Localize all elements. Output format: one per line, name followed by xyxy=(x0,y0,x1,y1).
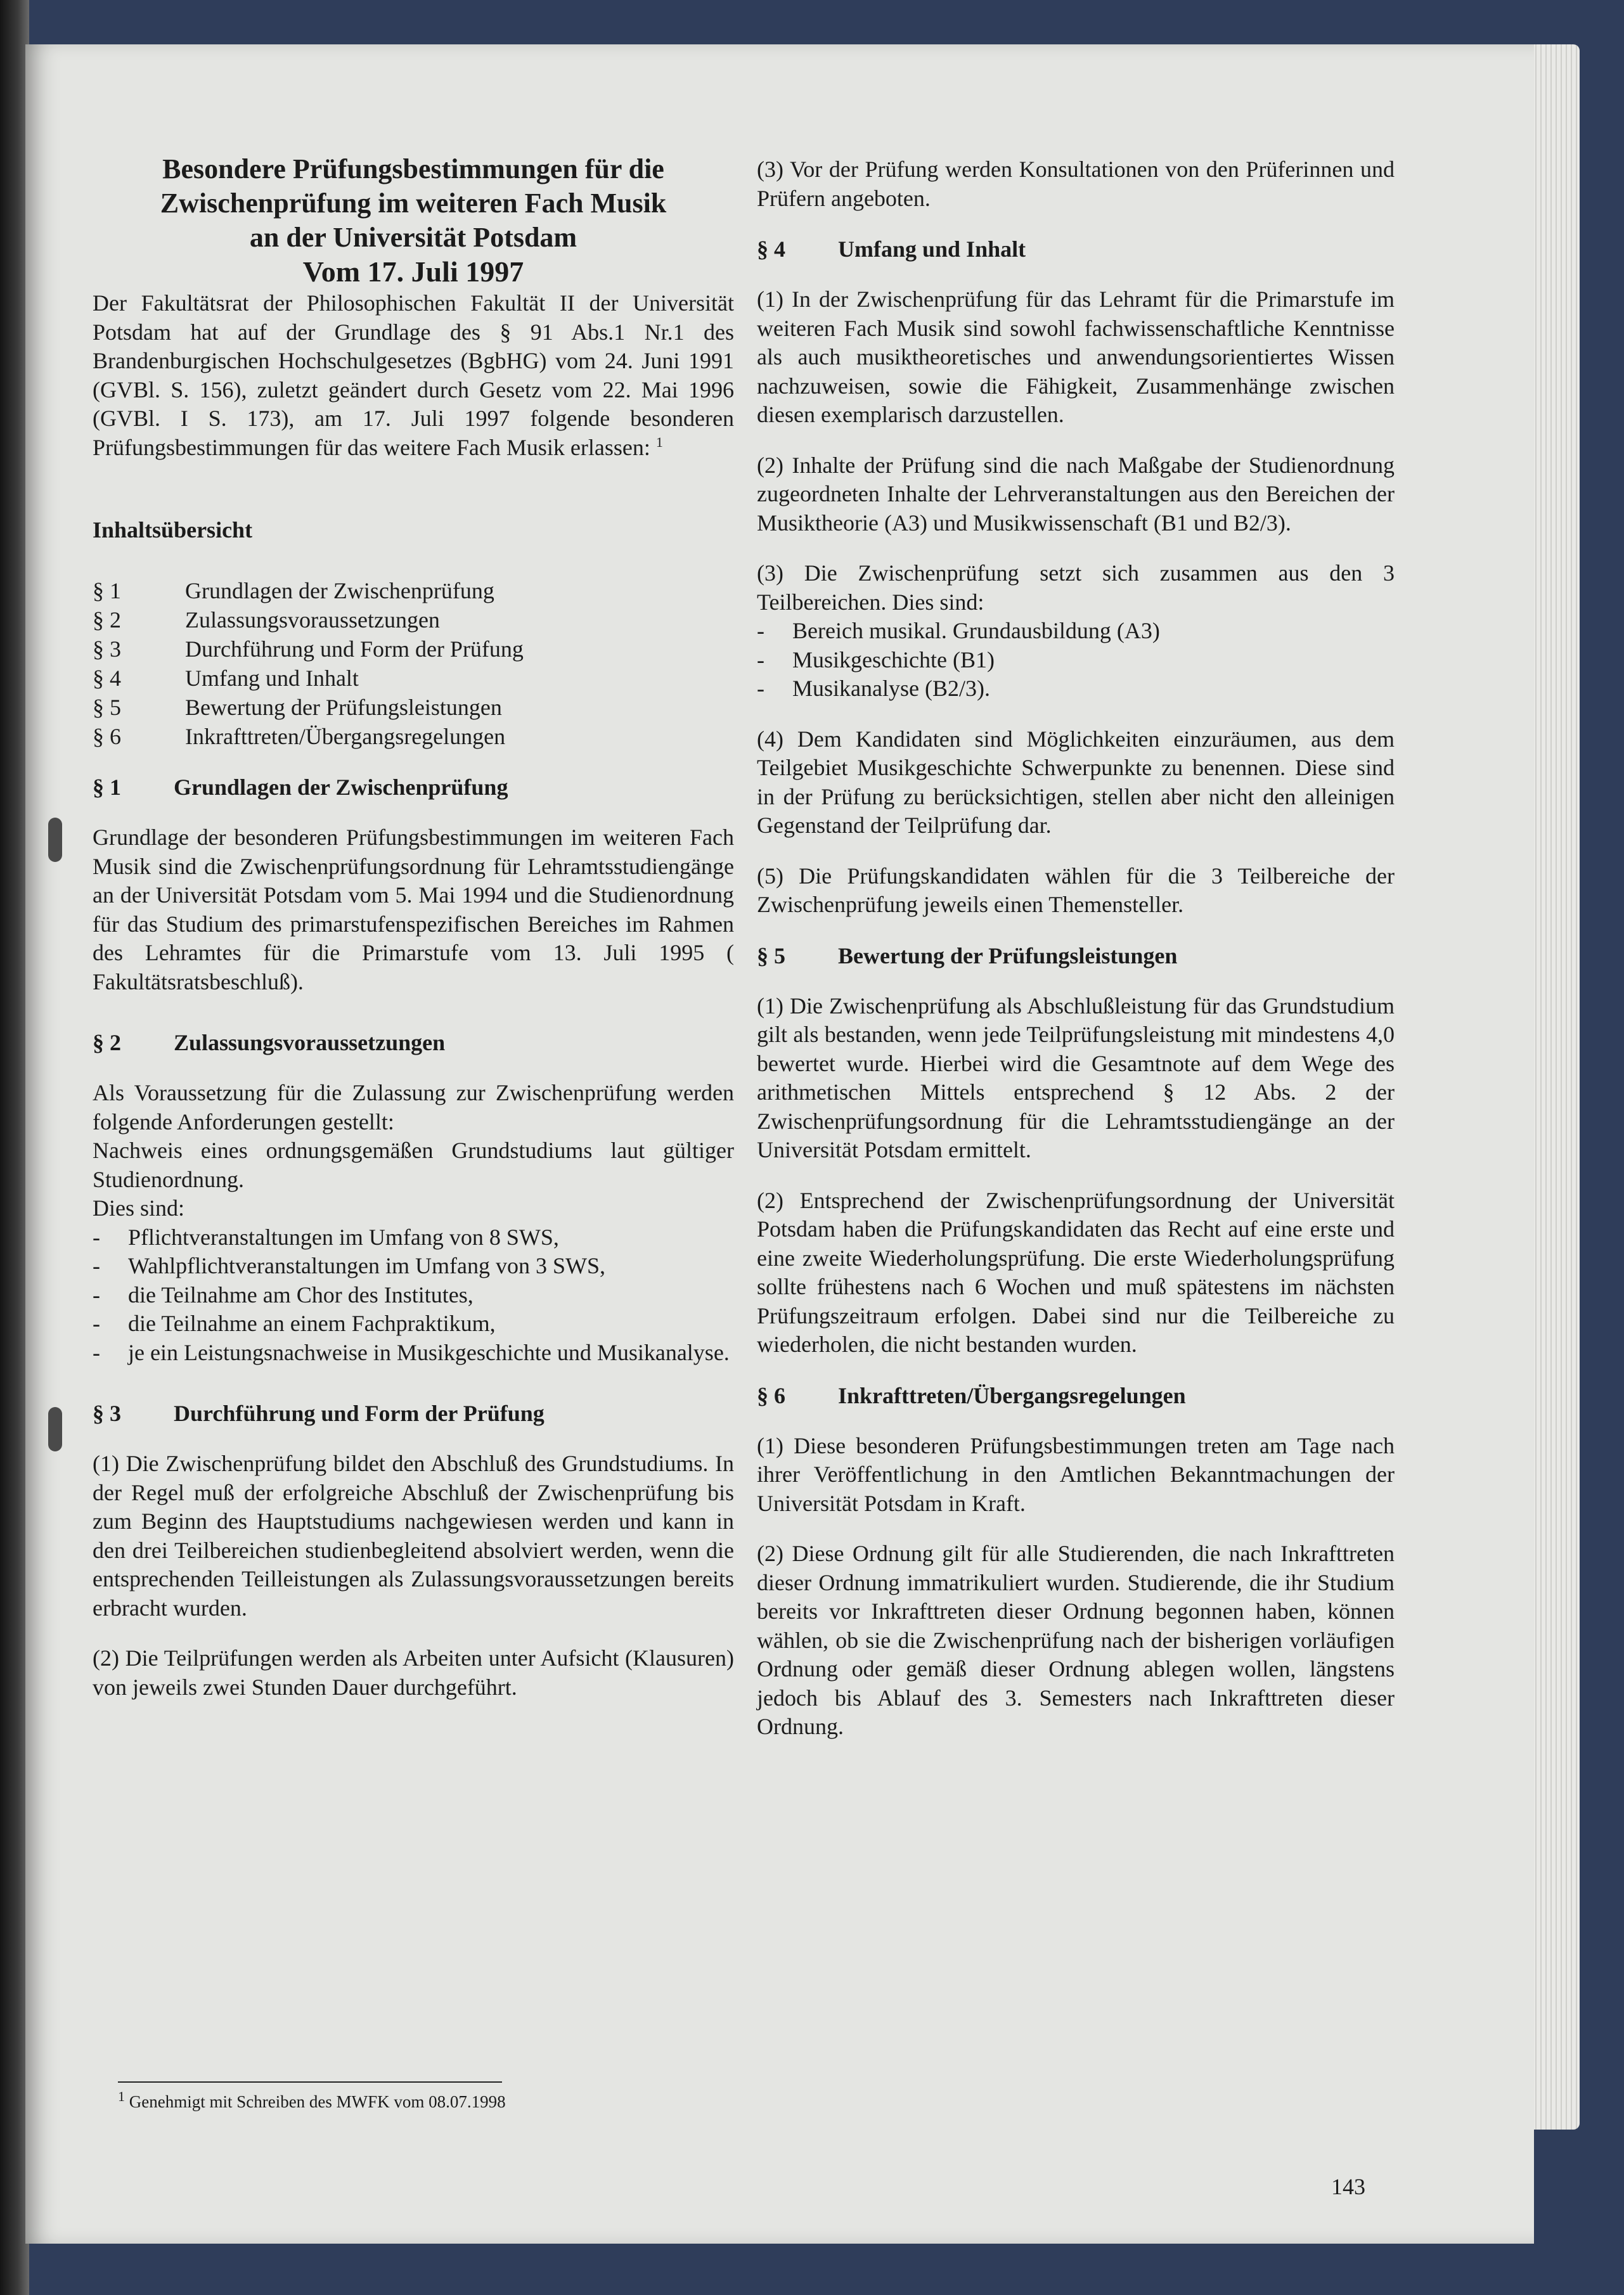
section-6-paragraph-1: (1) Diese besonderen Prüfungsbestimmungen treten am Tage nach ihrer Veröffentlichung in den Amtlichen Bekanntmachungen der Universität Potsdam in Kraft. xyxy=(757,1432,1395,1516)
intro-paragraph: Der Fakultätsrat der Philosophischen Fakultät II der Universität Potsdam hat auf der Grundlage des § 91 Abs.1 Nr.1 des Brandenburgischen Hochschulgesetzes (BgbHG) vom 24. Juni 1991 (GVBl. S. 156), zuletzt geändert durch Gesetz vom 22. Mai 1996 (GVBl. I S. 173), am 17. Juli 1997 folgende besonderen Prüfungsbestimmungen für das weitere Fach Musik erlassen: $^1$ xyxy=(93,290,734,460)
footnote-reference: 1 xyxy=(655,434,663,450)
list-item: - Musikanalyse (B2/3). xyxy=(757,676,990,701)
section-5-paragraph-2: (2) Entsprechend der Zwischenprüfungsordnung der Universität Potsdam haben die Prüfungskandidaten das Recht auf eine erste und eine zweite Wiederholungsprüfung. Die erste Wiederholungsprüfung sollte frühestens nach 6 Wochen und muß spätestens im nächsten Prüfungszeitraum erfolgen. Dabei sind nur die Teilbereiche zu wiederholen, die nicht bestanden wurden. xyxy=(757,1187,1395,1357)
section-heading-2: § 2 Zulassungsvoraussetzungen xyxy=(93,1030,446,1055)
footnote-mark: 1 xyxy=(118,2088,125,2104)
section-5-paragraph-1: (1) Die Zwischenprüfung als Abschlußleistung für das Grundstudium gilt als bestanden, wenn jede Teilprüfungsleistung mit mindestens 4,0 bewertet wurde. Hierbei wird die Gesamtnote auf dem Wege des arithmetischen Mittels entsprechend § 12 Abs. 2 der Zwischenprüfungsordnung für die Lehramtsstudiengänge an der Universität Potsdam ermittelt. xyxy=(757,993,1395,1162)
section-3-paragraph-2: (2) Die Teilprüfungen werden als Arbeiten unter Aufsicht (Klausuren) von jeweils zwei Stunden Dauer durchgeführt. xyxy=(93,1645,734,1700)
requirements-list xyxy=(93,1223,734,1368)
section-2-text-2: Nachweis eines ordnungsgemäßen Grundstudiums laut gültiger Studienordnung. xyxy=(93,1138,734,1192)
list-item: - die Teilnahme an einem Fachpraktikum, xyxy=(93,1311,496,1336)
section-4-paragraph-2: (2) Inhalte der Prüfung sind die nach Maßgabe der Studienordnung zugeordneten Inhalte der Lehrveranstaltungen aus den Bereichen der Musiktheorie (A3) und Musikwissenschaft (B1 und B2/3). xyxy=(757,452,1395,536)
right-column xyxy=(757,155,1395,1742)
list-item: - Bereich musikal. Grundausbildung (A3) xyxy=(757,618,1160,643)
section-1-text: Grundlage der besonderen Prüfungsbestimmungen im weiteren Fach Musik sind die Zwischenprüfungsordnung für Lehramtsstudiengänge an der Universität Potsdam vom 5. Mai 1994 und die Studienordnung für das Studium des primarstufenspezifischen Bereiches im Rahmen des Lehramtes für die Primarstufe vom 13. Juli 1995 ( Fakultätsratsbeschluß). xyxy=(93,825,734,994)
list-item: - die Teilnahme am Chor des Institutes, xyxy=(93,1282,474,1308)
section-4-paragraph-1: (1) In der Zwischenprüfung für das Lehramt für die Primarstufe im weiteren Fach Musik sind sowohl fachwissenschaftliche Kenntnisse als auch musiktheoretisches und anwendungsorientiertes Wissen nachzuweisen, sowie die Fähigkeit, Zusammenhänge zwischen diesen exemplarisch darzustellen. xyxy=(757,286,1395,427)
toc-heading: Inhaltsübersicht xyxy=(93,517,253,543)
section-heading-1: § 1 Grundlagen der Zwischenprüfung xyxy=(93,775,508,800)
section-3-paragraph-1: (1) Die Zwischenprüfung bildet den Abschluß des Grundstudiums. In der Regel muß der erfolgreiche Abschluß der Zwischenprüfung bis zum Beginn des Hauptstudiums nachgewiesen werden und kann in den drei Teilbereichen studienbegleitend absolviert werden, wenn die entsprechenden Teilleistungen als Zulassungsvoraussetzungen bereits erbracht wurden. xyxy=(93,1451,734,1621)
exam-parts-list xyxy=(757,617,1395,704)
section-4-paragraph-4: (4) Dem Kandidaten sind Möglichkeiten einzuräumen, aus dem Teilgebiet Musikgeschichte Schwerpunkte zu benennen. Diese sind in der Prüfung zu berücksichtigen, stellen aber nicht den alleinigen Gegenstand der Teilprüfung dar. xyxy=(757,726,1395,838)
section-heading-4: § 4 Umfang und Inhalt xyxy=(757,236,1026,262)
document-page xyxy=(25,44,1534,2244)
binding-hole xyxy=(48,818,62,862)
left-column xyxy=(93,152,734,1702)
list-item: - Musikgeschichte (B1) xyxy=(757,646,995,672)
list-item: - Wahlpflichtveranstaltungen im Umfang von 3 SWS, xyxy=(93,1253,605,1278)
footnote-rule xyxy=(118,2081,502,2083)
toc-item: § 4 Umfang und Inhalt xyxy=(93,665,359,691)
table-of-contents xyxy=(93,576,734,751)
document-date: Vom 17. Juli 1997 xyxy=(302,255,524,288)
toc-item: § 2 Zulassungsvoraussetzungen xyxy=(93,607,440,633)
toc-item: § 5 Bewertung der Prüfungsleistungen xyxy=(93,695,502,720)
document-title: Besondere Prüfungsbestimmungen für die Zwischenprüfung im weiteren Fach Musik an der Universität Potsdam xyxy=(160,153,667,253)
section-6-paragraph-2: (2) Diese Ordnung gilt für alle Studierenden, die nach Inkrafttreten dieser Ordnung immatrikuliert wurden. Studierende, die ihr Studium bereits vor Inkrafttreten dieser Ordnung begonnen haben, können wählen, ob sie die Zwischenprüfung nach der bisherigen vorläufigen Ordnung oder gemäß dieser Ordnung ablegen wollen, längstens jedoch bis Ablauf des 3. Semesters nach Inkrafttreten dieser Ordnung. xyxy=(757,1541,1395,1739)
list-item: - je ein Leistungsnachweise in Musikgeschichte und Musikanalyse. xyxy=(93,1339,730,1365)
toc-item: § 3 Durchführung und Form der Prüfung xyxy=(93,636,524,662)
section-heading-3: § 3 Durchführung und Form der Prüfung xyxy=(93,1401,545,1426)
section-4-paragraph-5: (5) Die Prüfungskandidaten wählen für die 3 Teilbereiche der Zwischenprüfung jeweils einen Themensteller. xyxy=(757,863,1395,917)
section-3-paragraph-3: (3) Vor der Prüfung werden Konsultationen von den Prüferinnen und Prüfern angeboten. xyxy=(757,157,1395,211)
binding-hole xyxy=(48,1407,62,1451)
page-number: 143 xyxy=(1331,2174,1365,2199)
section-2-text: Als Voraussetzung für die Zulassung zur Zwischenprüfung werden folgende Anforderungen gestellt: xyxy=(93,1080,734,1135)
section-4-paragraph-3: (3) Die Zwischenprüfung setzt sich zusammen aus den 3 Teilbereichen. Dies sind: xyxy=(757,560,1395,615)
toc-item: § 6 Inkrafttreten/Übergangsregelungen xyxy=(93,724,506,749)
section-2-list-intro: Dies sind: xyxy=(93,1195,185,1221)
section-heading-6: § 6 Inkrafttreten/Übergangsregelungen xyxy=(757,1382,1186,1408)
list-item: - Pflichtveranstaltungen im Umfang von 8 SWS, xyxy=(93,1224,559,1250)
toc-item: § 1 Grundlagen der Zwischenprüfung xyxy=(93,578,494,603)
section-heading-5: § 5 Bewertung der Prüfungsleistungen xyxy=(757,942,1178,968)
footnote: $^1$ Genehmigt mit Schreiben des MWFK vom 08.07.1998 xyxy=(118,2088,506,2111)
